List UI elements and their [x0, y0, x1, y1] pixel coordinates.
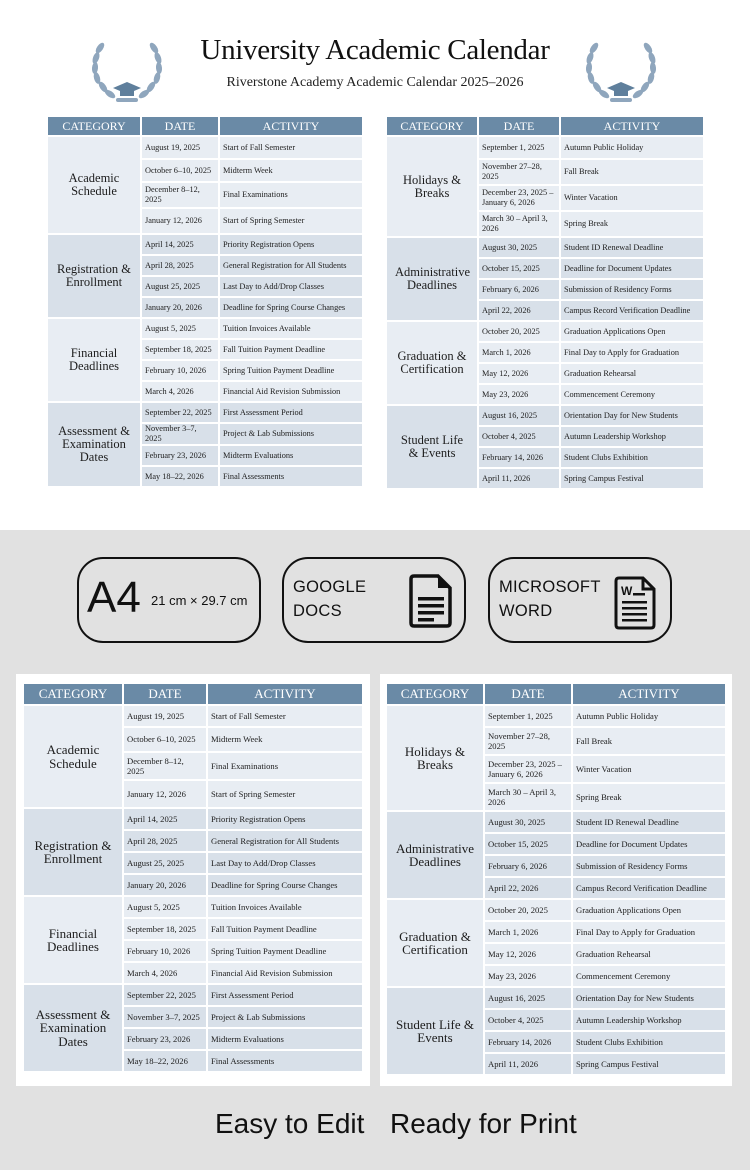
activity-cell: Deadline for Document Updates [561, 259, 703, 278]
date-cell: March 30 – April 3, 2026 [479, 212, 559, 236]
date-cell: September 22, 2025 [124, 985, 206, 1005]
calendar-preview [0, 0, 750, 530]
sheet-page-2 [380, 674, 732, 1086]
date-cell: September 1, 2025 [485, 706, 571, 726]
activity-cell: Final Examinations [220, 183, 362, 207]
activity-cell: Spring Break [561, 212, 703, 236]
date-cell: September 18, 2025 [124, 919, 206, 939]
activity-cell: Spring Campus Festival [561, 469, 703, 488]
category-cell: Assessment & Examination Dates [24, 985, 122, 1071]
date-cell: May 18–22, 2026 [124, 1051, 206, 1071]
category-cell: Student Life & Events [387, 988, 483, 1074]
activity-cell: Student ID Renewal Deadline [561, 238, 703, 257]
page-subtitle: Riverstone Academy Academic Calendar 2025–2026 [226, 75, 524, 90]
activity-cell: Student Clubs Exhibition [573, 1032, 725, 1052]
activity-cell: Deadline for Document Updates [573, 834, 725, 854]
date-cell: August 19, 2025 [142, 137, 218, 158]
date-cell: April 11, 2026 [485, 1054, 571, 1074]
date-cell: February 10, 2026 [124, 941, 206, 961]
activity-cell: Midterm Evaluations [220, 446, 362, 465]
category-cell: Holidays & Breaks [387, 706, 483, 810]
activity-cell: Graduation Applications Open [573, 900, 725, 920]
date-cell: May 23, 2026 [485, 966, 571, 986]
activity-cell: Deadline for Spring Course Changes [220, 298, 362, 317]
feature-band [0, 530, 750, 1170]
date-cell: January 12, 2026 [142, 209, 218, 233]
date-cell: August 19, 2025 [124, 706, 206, 726]
table-row [24, 706, 362, 726]
activity-cell: Project & Lab Submissions [208, 1007, 362, 1027]
category-cell: Financial Deadlines [24, 897, 122, 983]
activity-cell: Submission of Residency Forms [573, 856, 725, 876]
activity-cell: Start of Fall Semester [208, 706, 362, 726]
column-header-activity: ACTIVITY [573, 684, 725, 704]
activity-cell: Student Clubs Exhibition [561, 448, 703, 467]
column-header-category: CATEGORY [387, 684, 483, 704]
category-cell: Holidays & Breaks [387, 137, 477, 236]
date-cell: April 14, 2025 [142, 235, 218, 254]
activity-cell: Autumn Leadership Workshop [561, 427, 703, 446]
category-cell: Student Life & Events [387, 406, 477, 488]
activity-cell: Winter Vacation [573, 756, 725, 782]
activity-cell: Project & Lab Submissions [220, 424, 362, 444]
date-cell: March 30 – April 3, 2026 [485, 784, 571, 810]
category-cell: Academic Schedule [48, 137, 140, 233]
date-cell: February 14, 2026 [485, 1032, 571, 1052]
date-cell: November 3–7, 2025 [124, 1007, 206, 1027]
activity-cell: Spring Break [573, 784, 725, 810]
table-row [387, 900, 725, 920]
date-cell: February 6, 2026 [479, 280, 559, 299]
google-docs-line1: GOOGLE [293, 578, 367, 596]
date-cell: November 3–7, 2025 [142, 424, 218, 444]
activity-cell: Priority Registration Opens [208, 809, 362, 829]
table-row [24, 897, 362, 917]
date-cell: September 22, 2025 [142, 403, 218, 422]
date-cell: August 16, 2025 [485, 988, 571, 1008]
activity-cell: Autumn Leadership Workshop [573, 1010, 725, 1030]
date-cell: August 16, 2025 [479, 406, 559, 425]
google-docs-badge [282, 557, 466, 643]
activity-cell: Deadline for Spring Course Changes [208, 875, 362, 895]
date-cell: April 11, 2026 [479, 469, 559, 488]
activity-cell: Tuition Invoices Available [208, 897, 362, 917]
activity-cell: Orientation Day for New Students [573, 988, 725, 1008]
tagline-ready-for-print: Ready for Print [390, 1108, 577, 1139]
activity-cell: Last Day to Add/Drop Classes [208, 853, 362, 873]
category-cell: Financial Deadlines [48, 319, 140, 401]
table-row [387, 322, 703, 341]
calendar-table-right [385, 115, 705, 490]
activity-cell: Autumn Public Holiday [573, 706, 725, 726]
sheet-page-1 [16, 674, 370, 1086]
date-cell: March 1, 2026 [479, 343, 559, 362]
activity-cell: Final Day to Apply for Graduation [561, 343, 703, 362]
activity-cell: Start of Spring Semester [208, 781, 362, 807]
table-row [24, 809, 362, 829]
word-line2: WORD [499, 602, 553, 620]
date-cell: October 20, 2025 [485, 900, 571, 920]
date-cell: August 30, 2025 [485, 812, 571, 832]
activity-cell: Commencement Ceremony [561, 385, 703, 404]
activity-cell: Graduation Rehearsal [561, 364, 703, 383]
calendar-table-left [46, 115, 364, 488]
date-cell: December 23, 2025 – January 6, 2026 [485, 756, 571, 782]
column-header-activity: ACTIVITY [561, 117, 703, 135]
date-cell: December 23, 2025 – January 6, 2026 [479, 186, 559, 210]
activity-cell: Financial Aid Revision Submission [220, 382, 362, 401]
column-header-category: CATEGORY [387, 117, 477, 135]
date-cell: August 5, 2025 [142, 319, 218, 338]
date-cell: March 1, 2026 [485, 922, 571, 942]
date-cell: February 14, 2026 [479, 448, 559, 467]
column-header-date: DATE [124, 684, 206, 704]
date-cell: March 4, 2026 [124, 963, 206, 983]
word-line1: MICROSOFT [499, 578, 601, 596]
date-cell: October 4, 2025 [485, 1010, 571, 1030]
table-row [387, 406, 703, 425]
svg-text:W: W [621, 584, 633, 598]
date-cell: October 15, 2025 [479, 259, 559, 278]
activity-cell: First Assessment Period [208, 985, 362, 1005]
activity-cell: Spring Campus Festival [573, 1054, 725, 1074]
date-cell: September 1, 2025 [479, 137, 559, 158]
activity-cell: Tuition Invoices Available [220, 319, 362, 338]
activity-cell: Orientation Day for New Students [561, 406, 703, 425]
page-title: University Academic Calendar [200, 34, 550, 66]
date-cell: February 10, 2026 [142, 361, 218, 380]
activity-cell: Last Day to Add/Drop Classes [220, 277, 362, 296]
date-cell: August 25, 2025 [124, 853, 206, 873]
category-cell: Assessment & Examination Dates [48, 403, 140, 486]
activity-cell: Final Examinations [208, 753, 362, 779]
activity-cell: Final Assessments [220, 467, 362, 486]
date-cell: May 12, 2026 [485, 944, 571, 964]
date-cell: April 22, 2026 [479, 301, 559, 320]
table-row [387, 988, 725, 1008]
activity-cell: Submission of Residency Forms [561, 280, 703, 299]
category-cell: Graduation & Certification [387, 900, 483, 986]
activity-cell: General Registration for All Students [208, 831, 362, 851]
column-header-activity: ACTIVITY [220, 117, 362, 135]
activity-cell: Midterm Week [208, 728, 362, 751]
activity-cell: First Assessment Period [220, 403, 362, 422]
table-row [48, 319, 362, 338]
tagline-easy-to-edit: Easy to Edit [215, 1108, 365, 1139]
activity-cell: Financial Aid Revision Submission [208, 963, 362, 983]
activity-cell: General Registration for All Students [220, 256, 362, 275]
column-header-date: DATE [485, 684, 571, 704]
activity-cell: Autumn Public Holiday [561, 137, 703, 158]
date-cell: December 8–12, 2025 [142, 183, 218, 207]
activity-cell: Fall Break [561, 160, 703, 184]
activity-cell: Fall Break [573, 728, 725, 754]
table-row [48, 137, 362, 158]
table-row [387, 238, 703, 257]
category-cell: Registration & Enrollment [48, 235, 140, 317]
date-cell: October 15, 2025 [485, 834, 571, 854]
date-cell: August 5, 2025 [124, 897, 206, 917]
date-cell: April 14, 2025 [124, 809, 206, 829]
table-row [24, 985, 362, 1005]
activity-cell: Spring Tuition Payment Deadline [208, 941, 362, 961]
date-cell: March 4, 2026 [142, 382, 218, 401]
activity-cell: Spring Tuition Payment Deadline [220, 361, 362, 380]
a4-size-badge [77, 557, 261, 643]
date-cell: November 27–28, 2025 [479, 160, 559, 184]
activity-cell: Final Assessments [208, 1051, 362, 1071]
activity-cell: Commencement Ceremony [573, 966, 725, 986]
date-cell: November 27–28, 2025 [485, 728, 571, 754]
column-header-category: CATEGORY [24, 684, 122, 704]
a4-label: A4 [87, 573, 141, 622]
activity-cell: Priority Registration Opens [220, 235, 362, 254]
date-cell: May 18–22, 2026 [142, 467, 218, 486]
a4-dimensions: 21 cm × 29.7 cm [151, 593, 248, 608]
date-cell: January 12, 2026 [124, 781, 206, 807]
date-cell: August 25, 2025 [142, 277, 218, 296]
date-cell: February 23, 2026 [124, 1029, 206, 1049]
activity-cell: Final Day to Apply for Graduation [573, 922, 725, 942]
date-cell: April 28, 2025 [124, 831, 206, 851]
table-row [48, 235, 362, 254]
date-cell: April 28, 2025 [142, 256, 218, 275]
date-cell: October 6–10, 2025 [142, 160, 218, 181]
calendar-table-left-large [22, 682, 364, 1073]
activity-cell: Midterm Week [220, 160, 362, 181]
date-cell: October 20, 2025 [479, 322, 559, 341]
activity-cell: Start of Fall Semester [220, 137, 362, 158]
activity-cell: Fall Tuition Payment Deadline [208, 919, 362, 939]
google-docs-line2: DOCS [293, 602, 342, 620]
date-cell: May 23, 2026 [479, 385, 559, 404]
activity-cell: Midterm Evaluations [208, 1029, 362, 1049]
microsoft-word-badge [488, 557, 672, 643]
activity-cell: Winter Vacation [561, 186, 703, 210]
date-cell: October 6–10, 2025 [124, 728, 206, 751]
date-cell: February 6, 2026 [485, 856, 571, 876]
date-cell: May 12, 2026 [479, 364, 559, 383]
date-cell: August 30, 2025 [479, 238, 559, 257]
date-cell: January 20, 2026 [124, 875, 206, 895]
column-header-date: DATE [479, 117, 559, 135]
category-cell: Registration & Enrollment [24, 809, 122, 895]
activity-cell: Campus Record Verification Deadline [561, 301, 703, 320]
date-cell: April 22, 2026 [485, 878, 571, 898]
activity-cell: Graduation Rehearsal [573, 944, 725, 964]
document-icon [408, 573, 454, 629]
activity-cell: Student ID Renewal Deadline [573, 812, 725, 832]
category-cell: Administrative Deadlines [387, 812, 483, 898]
column-header-activity: ACTIVITY [208, 684, 362, 704]
table-row [387, 137, 703, 158]
category-cell: Administrative Deadlines [387, 238, 477, 320]
date-cell: January 20, 2026 [142, 298, 218, 317]
date-cell: October 4, 2025 [479, 427, 559, 446]
column-header-date: DATE [142, 117, 218, 135]
activity-cell: Graduation Applications Open [561, 322, 703, 341]
date-cell: February 23, 2026 [142, 446, 218, 465]
category-cell: Academic Schedule [24, 706, 122, 807]
date-cell: September 18, 2025 [142, 340, 218, 359]
activity-cell: Fall Tuition Payment Deadline [220, 340, 362, 359]
activity-cell: Start of Spring Semester [220, 209, 362, 233]
table-row [387, 812, 725, 832]
activity-cell: Campus Record Verification Deadline [573, 878, 725, 898]
table-row [48, 403, 362, 422]
calendar-table-right-large [385, 682, 727, 1076]
date-cell: December 8–12, 2025 [124, 753, 206, 779]
table-row [387, 706, 725, 726]
column-header-category: CATEGORY [48, 117, 140, 135]
category-cell: Graduation & Certification [387, 322, 477, 404]
word-document-icon [614, 575, 658, 631]
